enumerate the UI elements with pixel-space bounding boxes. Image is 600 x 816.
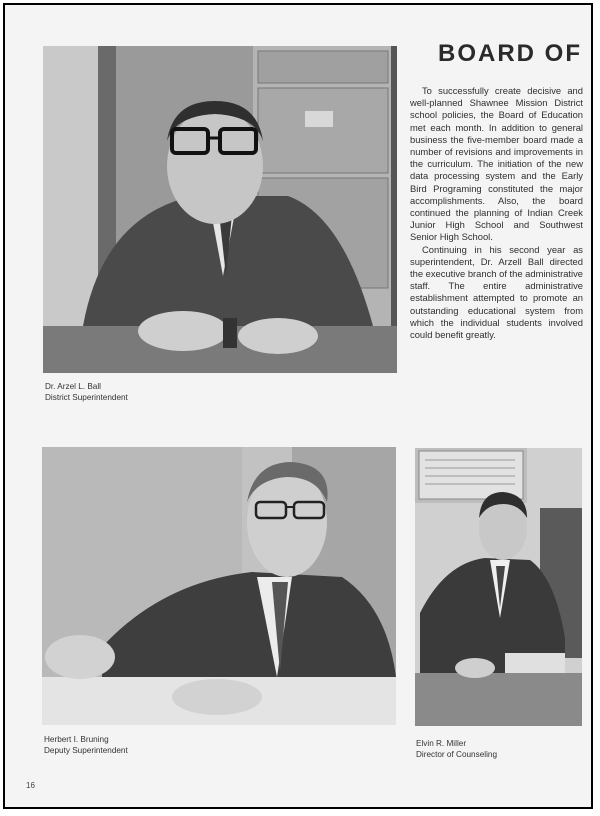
photo-elvin-miller [415,448,582,726]
caption-name: Elvin R. Miller [416,739,467,748]
photo-herbert-bruning [42,447,396,725]
photo-arzel-ball [43,46,397,373]
caption-name: Dr. Arzel L. Ball [45,382,101,391]
caption-role: District Superintendent [45,393,128,402]
caption-role: Deputy Superintendent [44,746,128,755]
article-body [410,85,583,341]
caption-role: Director of Counseling [416,750,498,759]
caption-name: Herbert I. Bruning [44,735,109,744]
article-paragraph-2: Continuing in his second year as superintendent, Dr. Arzell Ball directed the executive branch of the administrative staff. The entire administrative establishment attempted to promote an outstanding educational system from which the individual students involved could benefit greatly. [410,243,584,341]
article-paragraph-1: To successfully create decisive and well-planned Shawnee Mission District school policies, the Board of Education met each month. In addition to general business the five-member board made a number of revisions and improvements in the curriculum. The initiation of the new data processing system and the Early Bird Programing constituted the major accomplishments. Also, the board continued the planning of Indian Creek Junior High School and Southwest Senior High School. [410,85,583,243]
caption-herbert-bruning [44,734,128,756]
page-title: BOARD OF [438,40,582,67]
page-number: 16 [26,781,35,790]
caption-elvin-miller [416,738,497,760]
caption-arzel-ball [45,381,128,403]
